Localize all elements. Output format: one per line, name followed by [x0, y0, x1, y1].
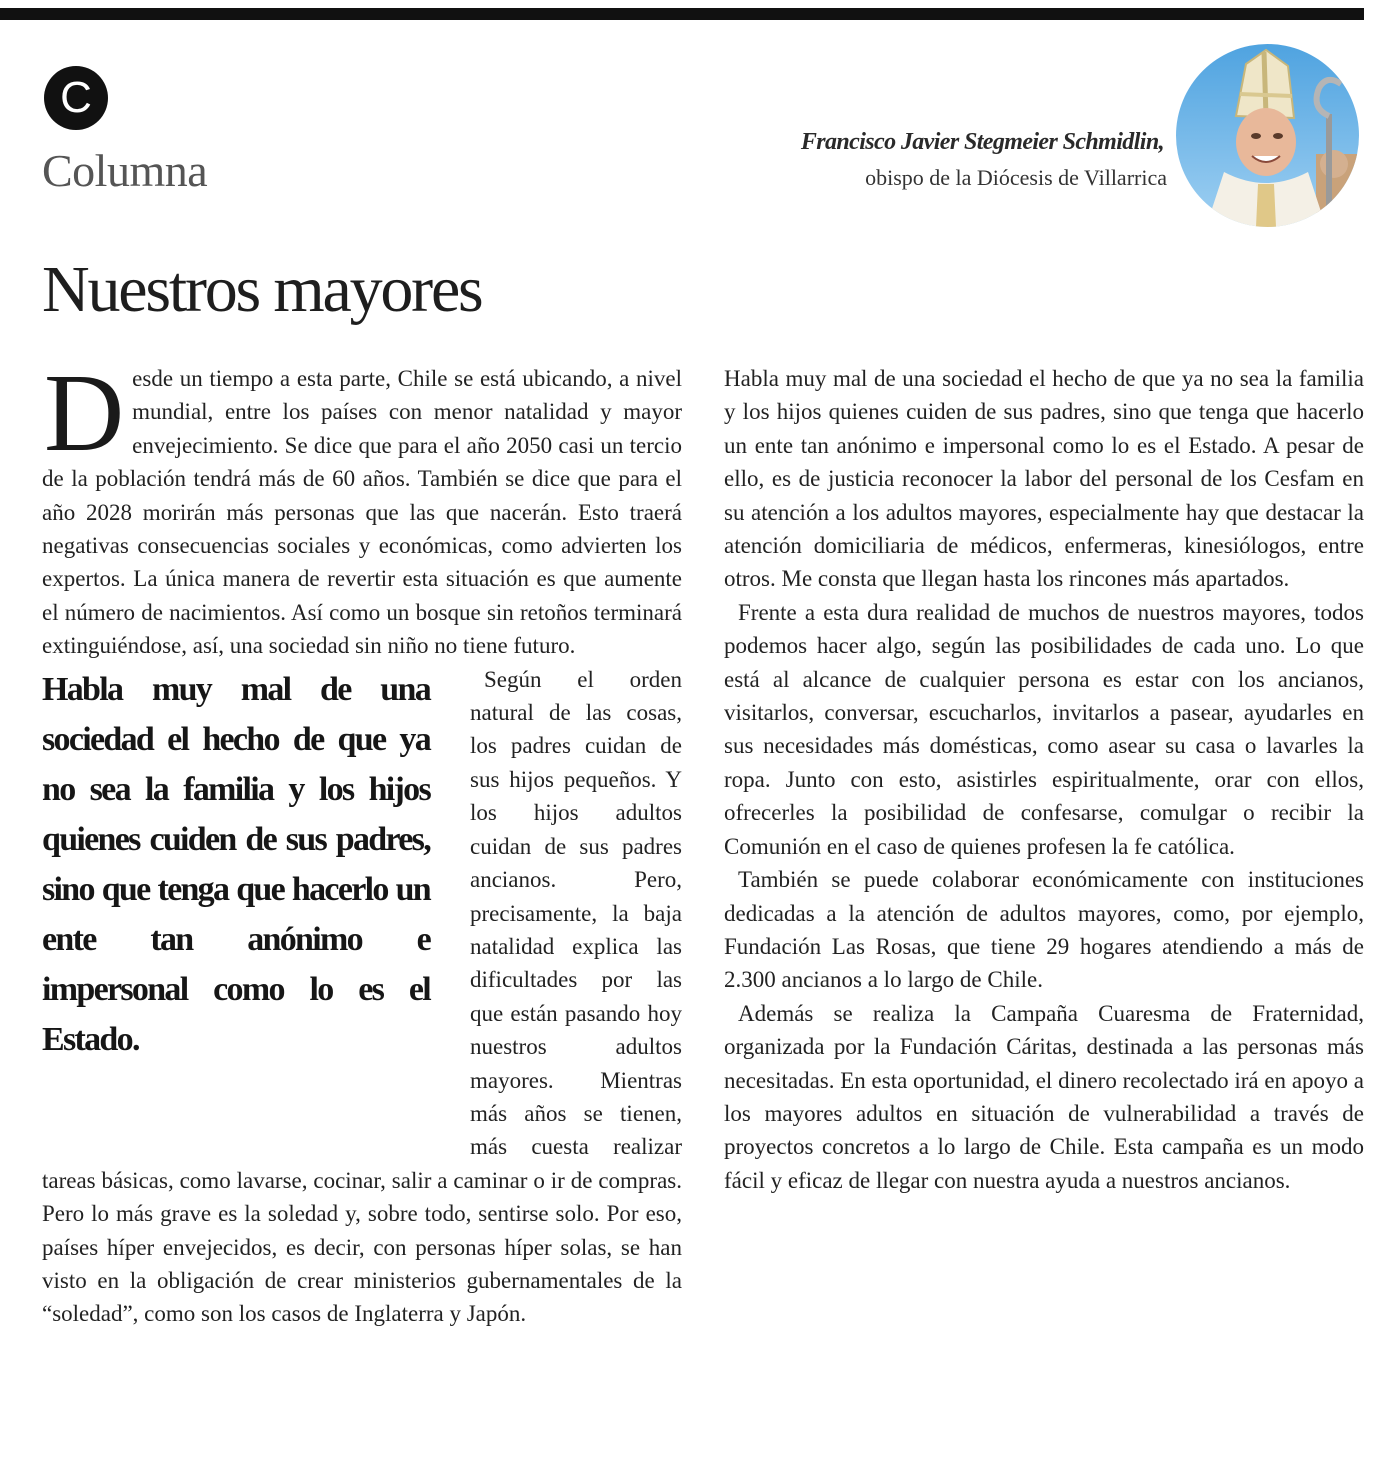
- paragraph-2: [42, 663, 682, 1331]
- author-role: obispo de la Diócesis de Villarrica: [865, 165, 1167, 190]
- article-left-column: [42, 352, 682, 1331]
- paragraph-5: También se puede colaborar económicamente con instituciones dedicadas a la atención de adultos mayores, como, por ejemplo, Fundación Las Rosas, que tiene 29 hogares atendiendo a más de 2.300 ancianos a lo largo de Chile.: [724, 867, 1364, 993]
- top-rule: [0, 8, 1364, 20]
- section-label: Columna: [42, 145, 208, 196]
- article-right-column: [724, 362, 1364, 1197]
- article-headline: Nuestros mayores: [42, 253, 482, 326]
- portrait-illustration: [1176, 44, 1359, 227]
- column-badge: C: [44, 66, 108, 130]
- drop-cap: D: [44, 352, 125, 475]
- paragraph-1: [42, 352, 682, 663]
- pull-quote: Habla muy mal de una sociedad el hecho de que ya no sea la familia y los hijos quienes cuiden de sus padres, sino que tenga que hacerlo un ente tan anónimo e impersonal como lo es el Estado.: [42, 670, 430, 1058]
- paragraph-1-text: esde un tiempo a esta parte, Chile se está ubicando, a nivel mundial, entre los países con menor natalidad y mayor envejecimiento. Se dice que para el año 2050 casi un tercio de la población tendrá más de 60 años. También se dice que para el año 2028 morirán más personas que las que nacerán. Esto traerá negativas consecuencias sociales y económicas, como advierten los expertos. La única manera de revertir esta situación es que aumente el número de nacimientos. Así como un bosque sin retoños terminará extinguiéndose, así, una sociedad sin niño no tiene futuro.: [42, 366, 682, 659]
- paragraph-3: Habla muy mal de una sociedad el hecho de que ya no sea la familia y los hijos quienes cuiden de sus padres, sino que tenga que hacerlo un ente tan anónimo e impersonal como lo es el Estado. A pesar de ello, es de justicia reconocer la labor del personal de los Cesfam en su atención a los adultos mayores, especialmente hay que destacar la atención domiciliaria de médicos, enfermeras, kinesiólogos, entre otros. Me consta que llegan hasta los rincones más apartados.: [724, 366, 1364, 592]
- author-name: Francisco Javier Stegmeier Schmidlin,: [800, 129, 1164, 155]
- paragraph-6: Además se realiza la Campaña Cuaresma de Fraternidad, organizada por la Fundación Cáritas, destinada a las personas más necesitadas. En esta oportunidad, el dinero recolectado irá en apoyo a los mayores adultos en situación de vulnerabilidad a través de proyectos concretos a lo largo de Chile. Esta campaña es un modo fácil y eficaz de llegar con nuestra ayuda a nuestros ancianos.: [724, 1000, 1364, 1193]
- author-portrait: [1176, 44, 1359, 227]
- paragraph-2-text: Según el orden natural de las cosas, los padres cuidan de sus hijos pequeños. Y los hijos adultos cuidan de sus padres ancianos. Pero, precisamente, la baja natalidad explica las dificultades por las que están pasando hoy nuestros adultos mayores. Mientras más años se tienen, más cuesta realizar tareas básicas, como lavarse, cocinar, salir a caminar o ir de compras. Pero lo más grave es la soledad y, sobre todo, sentirse solo. Por eso, países híper envejecidos, es decir, con personas híper solas, se han visto en la obligación de crear ministerios gubernamentales de la “soledad”, como son los casos de Inglaterra y Japón.: [42, 666, 682, 1327]
- paragraph-4: Frente a esta dura realidad de muchos de nuestros mayores, todos podemos hacer algo, según las posibilidades de cada uno. Lo que está al alcance de cualquier persona es estar con los ancianos, visitarlos, conversar, escucharlos, invitarlos a pasear, ayudarles en sus necesidades más domésticas, como asear su casa o lavarles la ropa. Junto con esto, asistirles espiritualmente, orar con ellos, ofrecerles la posibilidad de confesarse, comulgar o recibir la Comunión en el caso de quienes profesen la fe católica.: [724, 599, 1364, 859]
